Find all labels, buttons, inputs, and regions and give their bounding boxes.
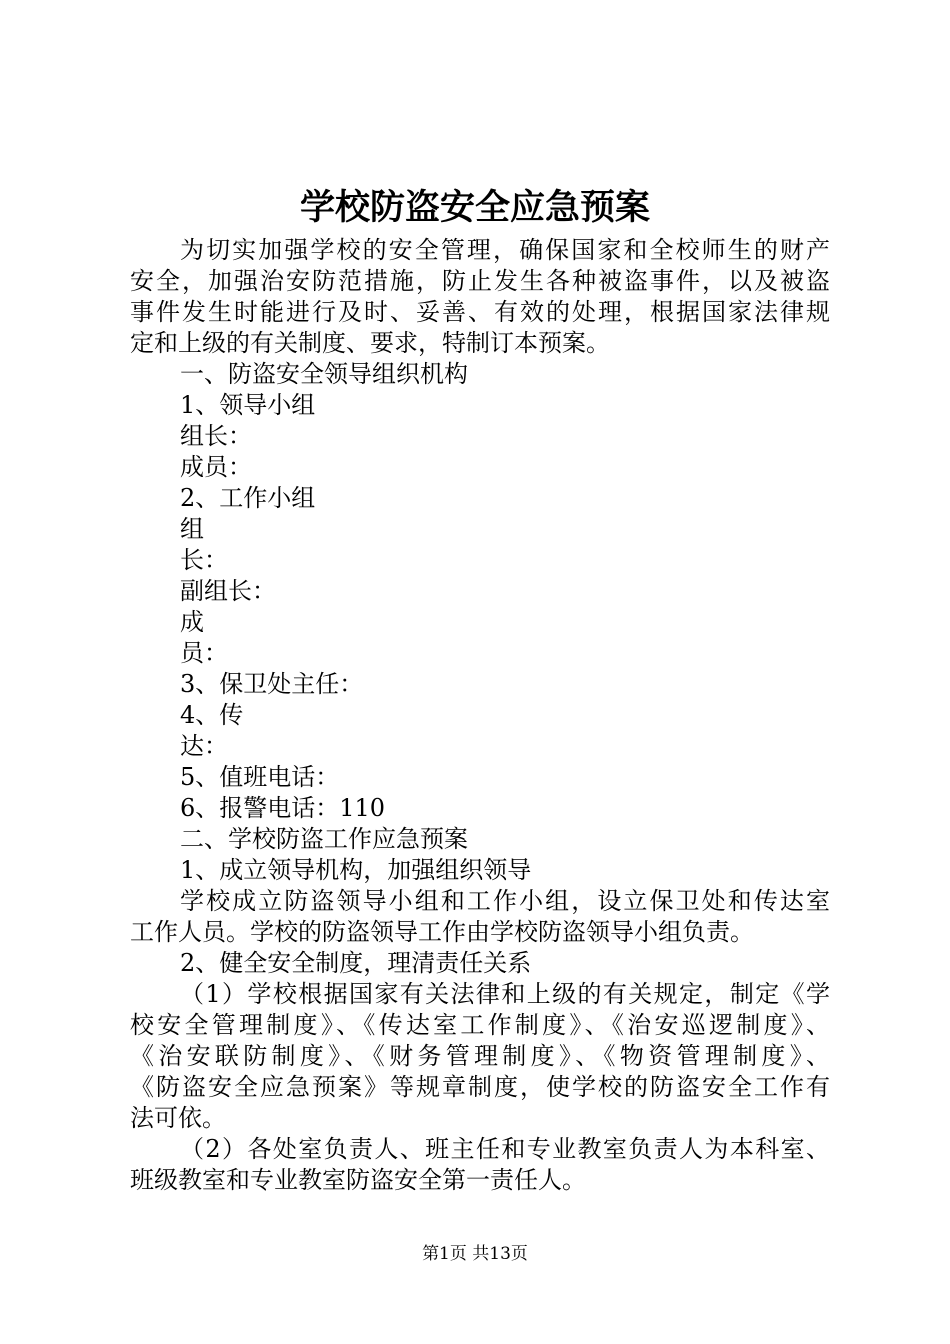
text-line: 事件发生时能进行及时、妥善、有效的处理，根据国家法律规 [130, 298, 830, 326]
text-line: 《防盗安全应急预案》等规章制度，使学校的防盗安全工作有 [130, 1073, 830, 1101]
section-heading: 一、防盗安全领导组织机构 [180, 360, 468, 388]
text-line: 3、保卫处主任： [180, 670, 364, 698]
document-title: 学校防盗安全应急预案 [299, 187, 650, 228]
page-footer: 第1页 共13页 [422, 1244, 528, 1264]
text-line: 为切实加强学校的安全管理，确保国家和全校师生的财产 [180, 236, 830, 264]
text-line: 定和上级的有关制度、要求，特制订本预案。 [130, 329, 610, 357]
text-line: 成员： [180, 453, 252, 481]
text-line: （1）学校根据国家有关法律和上级的有关规定，制定《学 [180, 980, 830, 1008]
text-line: 校安全管理制度》、《传达室工作制度》、《治安巡逻制度》、 [130, 1011, 830, 1039]
text-line: 成 [180, 608, 204, 636]
text-line: 《治安联防制度》、《财务管理制度》、《物资管理制度》、 [130, 1042, 830, 1070]
text-line: 组长： [180, 422, 252, 450]
text-line: 5、值班电话： [180, 763, 340, 791]
text-line: 2、健全安全制度，理清责任关系 [180, 949, 532, 977]
document-body [130, 235, 830, 1196]
text-line: 法可依。 [130, 1104, 226, 1132]
text-line: 1、成立领导机构，加强组织领导 [180, 856, 532, 884]
text-line: 工作人员。学校的防盗领导工作由学校防盗领导小组负责。 [130, 918, 754, 946]
text-line: 学校成立防盗领导小组和工作小组，设立保卫处和传达室 [180, 887, 830, 915]
text-line: 2、工作小组 [180, 484, 316, 512]
text-line: 达： [180, 732, 228, 760]
text-line: 1、领导小组 [180, 391, 316, 419]
text-line: 安全，加强治安防范措施，防止发生各种被盗事件，以及被盗 [130, 267, 830, 295]
text-line: 长： [180, 546, 228, 574]
text-line: 班级教室和专业教室防盗安全第一责任人。 [130, 1166, 586, 1194]
text-line: 组 [180, 515, 204, 543]
text-line: 员： [180, 639, 228, 667]
text-line: （2）各处室负责人、班主任和专业教室负责人为本科室、 [180, 1135, 830, 1163]
text-line: 4、传 [180, 701, 244, 729]
text-line: 副组长： [180, 577, 276, 605]
text-line: 6、报警电话：110 [180, 794, 386, 822]
section-heading: 二、学校防盗工作应急预案 [180, 825, 468, 853]
